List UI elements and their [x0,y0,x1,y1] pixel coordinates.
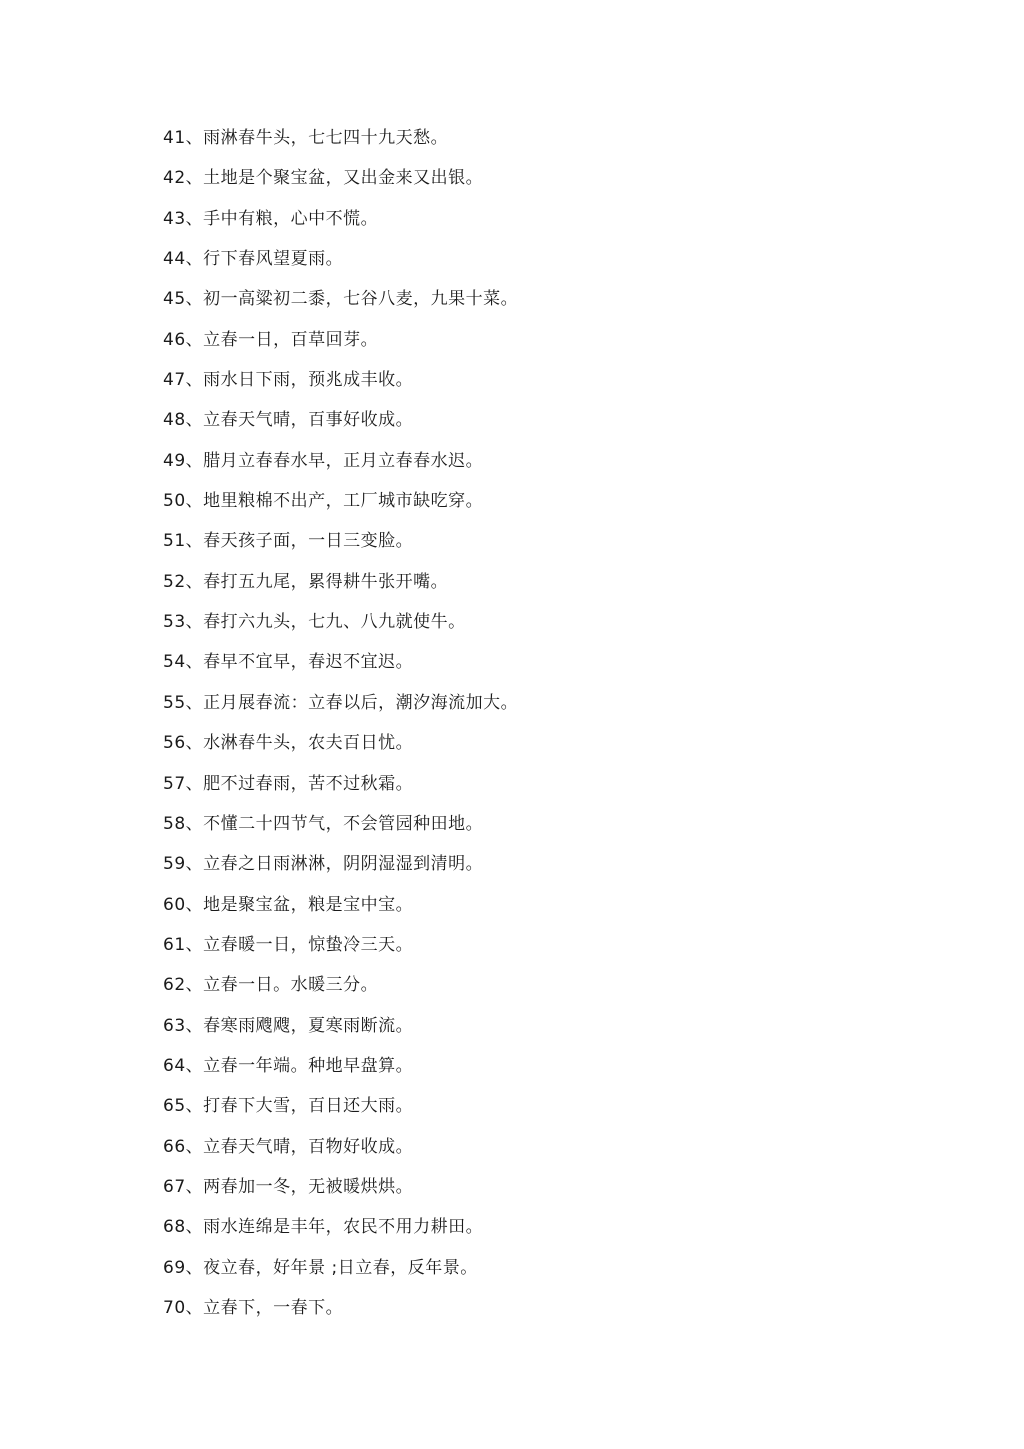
proverb-list [163,124,518,1334]
proverb-line-60: 60、地是聚宝盆，粮是宝中宝。 [163,894,414,915]
proverb-line-57: 57、肥不过春雨，苦不过秋霜。 [163,773,414,794]
proverb-line-45: 45、初一高粱初二黍，七谷八麦，九果十菜。 [163,289,519,310]
proverb-line-51: 51、春天孩子面，一日三变脸。 [163,531,414,552]
proverb-line-49: 49、腊月立春春水早，正月立春春水迟。 [163,450,484,471]
proverb-line-43: 43、手中有粮，心中不慌。 [163,208,379,229]
proverb-line-44: 44、行下春风望夏雨。 [163,249,344,270]
proverb-line-42: 42、土地是个聚宝盆，又出金来又出银。 [163,168,484,189]
proverb-line-46: 46、立春一日，百草回芽。 [163,329,379,350]
proverb-line-50: 50、地里粮棉不出产，工厂城市缺吃穿。 [163,491,484,512]
proverb-line-54: 54、春早不宜早，春迟不宜迟。 [163,652,414,673]
proverb-line-64: 64、立春一年端。种地早盘算。 [163,1055,414,1076]
proverb-line-61: 61、立春暖一日，惊蛰冷三天。 [163,934,414,955]
proverb-line-67: 67、两春加一冬，无被暖烘烘。 [163,1176,414,1197]
proverb-line-53: 53、春打六九头，七九、八九就使牛。 [163,612,466,633]
proverb-line-47: 47、雨水日下雨，预兆成丰收。 [163,370,414,391]
proverb-line-55: 55、正月展春流：立春以后，潮汐海流加大。 [163,692,519,713]
proverb-line-68: 68、雨水连绵是丰年，农民不用力耕田。 [163,1217,484,1238]
proverb-line-62: 62、立春一日。水暖三分。 [163,975,379,996]
proverb-line-65: 65、打春下大雪，百日还大雨。 [163,1096,414,1117]
proverb-line-63: 63、春寒雨飕飕，夏寒雨断流。 [163,1015,414,1036]
proverb-line-59: 59、立春之日雨淋淋，阴阴湿湿到清明。 [163,854,484,875]
proverb-line-66: 66、立春天气晴，百物好收成。 [163,1136,414,1157]
proverb-line-52: 52、春打五九尾，累得耕牛张开嘴。 [163,571,449,592]
proverb-line-70: 70、立春下，一春下。 [163,1297,344,1318]
proverb-line-69: 69、夜立春，好年景 ;日立春，反年景。 [163,1257,478,1278]
proverb-line-58: 58、不懂二十四节气，不会管园种田地。 [163,813,484,834]
proverb-line-41: 41、雨淋春牛头，七七四十九天愁。 [163,128,449,148]
proverb-line-56: 56、水淋春牛头，农夫百日忧。 [163,733,414,754]
proverb-line-48: 48、立春天气晴，百事好收成。 [163,410,414,431]
